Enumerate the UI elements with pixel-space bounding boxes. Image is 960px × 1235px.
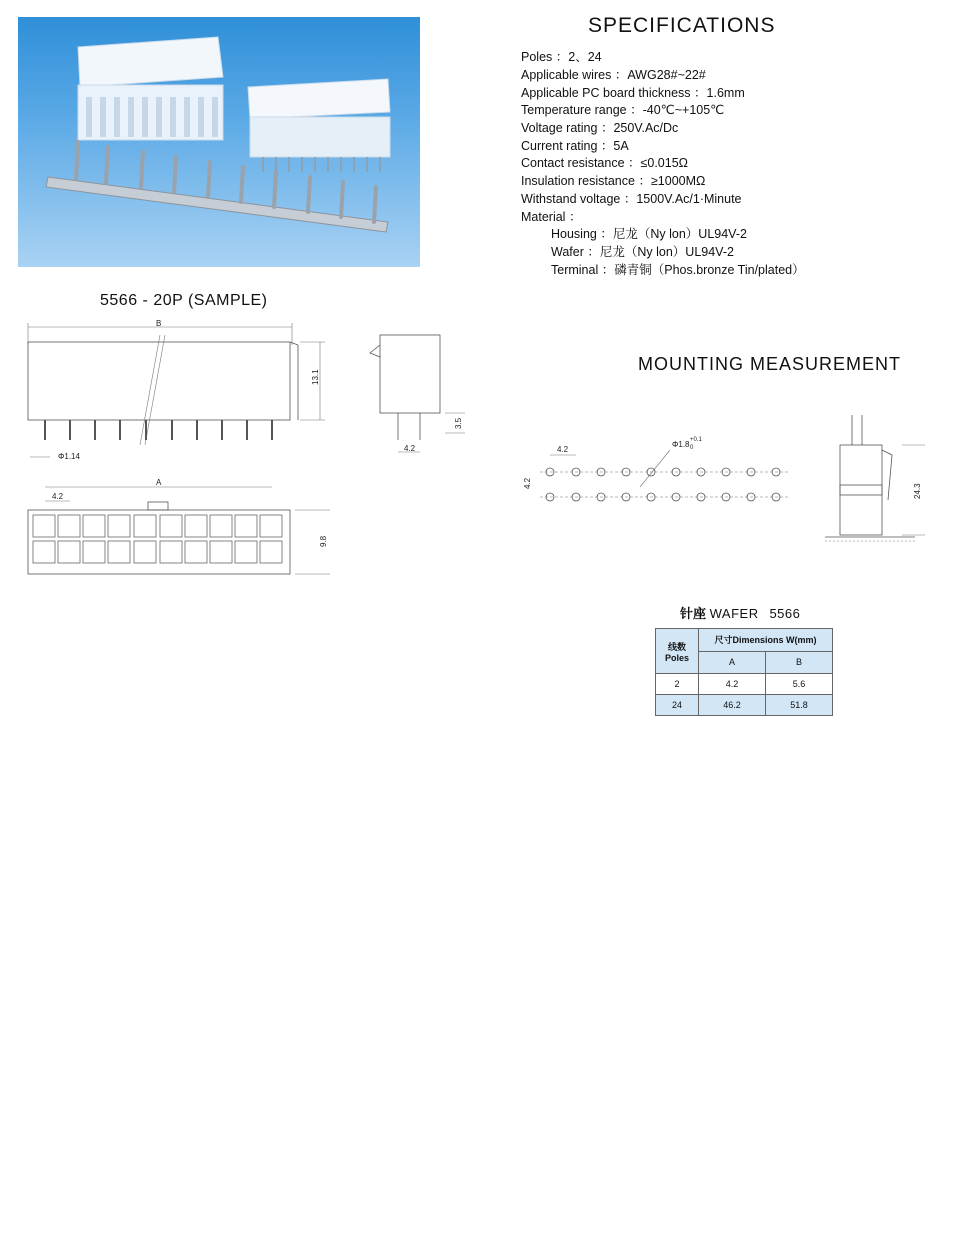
spec-row-withstand: Withstand voltage ：1500V.Ac/1·Minute	[521, 192, 742, 206]
dim-9-8-label: 9.8	[319, 535, 328, 547]
mount-tol-up: +0.1	[690, 437, 702, 443]
dim-b-label: B	[156, 319, 162, 328]
mount-24-3-label: 24.3	[913, 483, 922, 499]
housing-block	[78, 37, 223, 140]
mount-vertical-pitch-label: 4.2	[523, 477, 532, 489]
specifications-title: SPECIFICATIONS	[588, 14, 776, 37]
spec-row-housing: Housing ：尼龙（Ny lon）UL94V-2	[551, 227, 747, 241]
spec-row-wafer: Wafer ：尼龙（Ny lon）UL94V-2	[551, 245, 734, 259]
dim-a-label: A	[156, 478, 162, 487]
mounted-side-view	[825, 415, 925, 541]
wafer-block	[248, 79, 390, 172]
bottom-view-drawing	[28, 478, 330, 574]
sample-drawings	[0, 315, 480, 595]
header-col-a: A	[699, 651, 766, 674]
dim-13-1-label: 13.1	[311, 369, 320, 385]
connector-photo-illustration	[18, 17, 420, 267]
spec-row-wires: Applicable wires ：AWG28#~22#	[521, 68, 706, 82]
dim-3-5-label: 3.5	[454, 417, 463, 429]
spec-row-insulation: Insulation resistance ：≥1000MΩ	[521, 174, 706, 188]
header-col-b: B	[766, 651, 833, 674]
table-row: 2 4.2 5.6	[656, 674, 833, 695]
mounting-title: MOUNTING MEASUREMENT	[638, 354, 901, 374]
wafer-dimensions-table	[655, 628, 833, 716]
front-view-drawing	[28, 319, 325, 461]
spec-row-temperature: Temperature range ：-40℃~+105℃	[521, 103, 725, 117]
spec-row-current: Current rating ：5A	[521, 139, 629, 153]
dim-pitch-4-2-label: 4.2	[52, 492, 64, 501]
header-poles: 线数 Poles	[656, 629, 699, 674]
dim-side-4-2-label: 4.2	[404, 444, 416, 453]
table-row: 24 46.2 51.8	[656, 695, 833, 716]
pcb-hole-layout	[523, 437, 790, 501]
dim-phi-1-14-label: Φ1.14	[58, 452, 80, 461]
spec-row-material: Material ：	[521, 210, 582, 224]
mounting-drawings	[510, 405, 950, 565]
sample-title: 5566 - 20P (SAMPLE)	[100, 292, 268, 309]
mount-phi-label: Φ1.8	[672, 440, 690, 449]
spec-row-voltage: Voltage rating ：250V.Ac/Dc	[521, 121, 679, 135]
header-dimensions: 尺寸Dimensions W(mm)	[699, 629, 833, 652]
product-photo	[18, 17, 420, 267]
wafer-table-title: 针座 WAFER 5566	[680, 606, 801, 621]
side-view-drawing	[370, 335, 465, 453]
spec-row-poles: Poles ：2、24	[521, 50, 602, 64]
mount-tol-dn: 0	[690, 445, 694, 451]
spec-row-terminal: Terminal ：磷青铜（Phos.bronze Tin/plated）	[551, 263, 805, 277]
spec-row-contact: Contact resistance ：≤0.015Ω	[521, 156, 689, 170]
spec-row-board: Applicable PC board thickness ：1.6mm	[521, 86, 745, 100]
mount-pitch-label: 4.2	[557, 445, 569, 454]
